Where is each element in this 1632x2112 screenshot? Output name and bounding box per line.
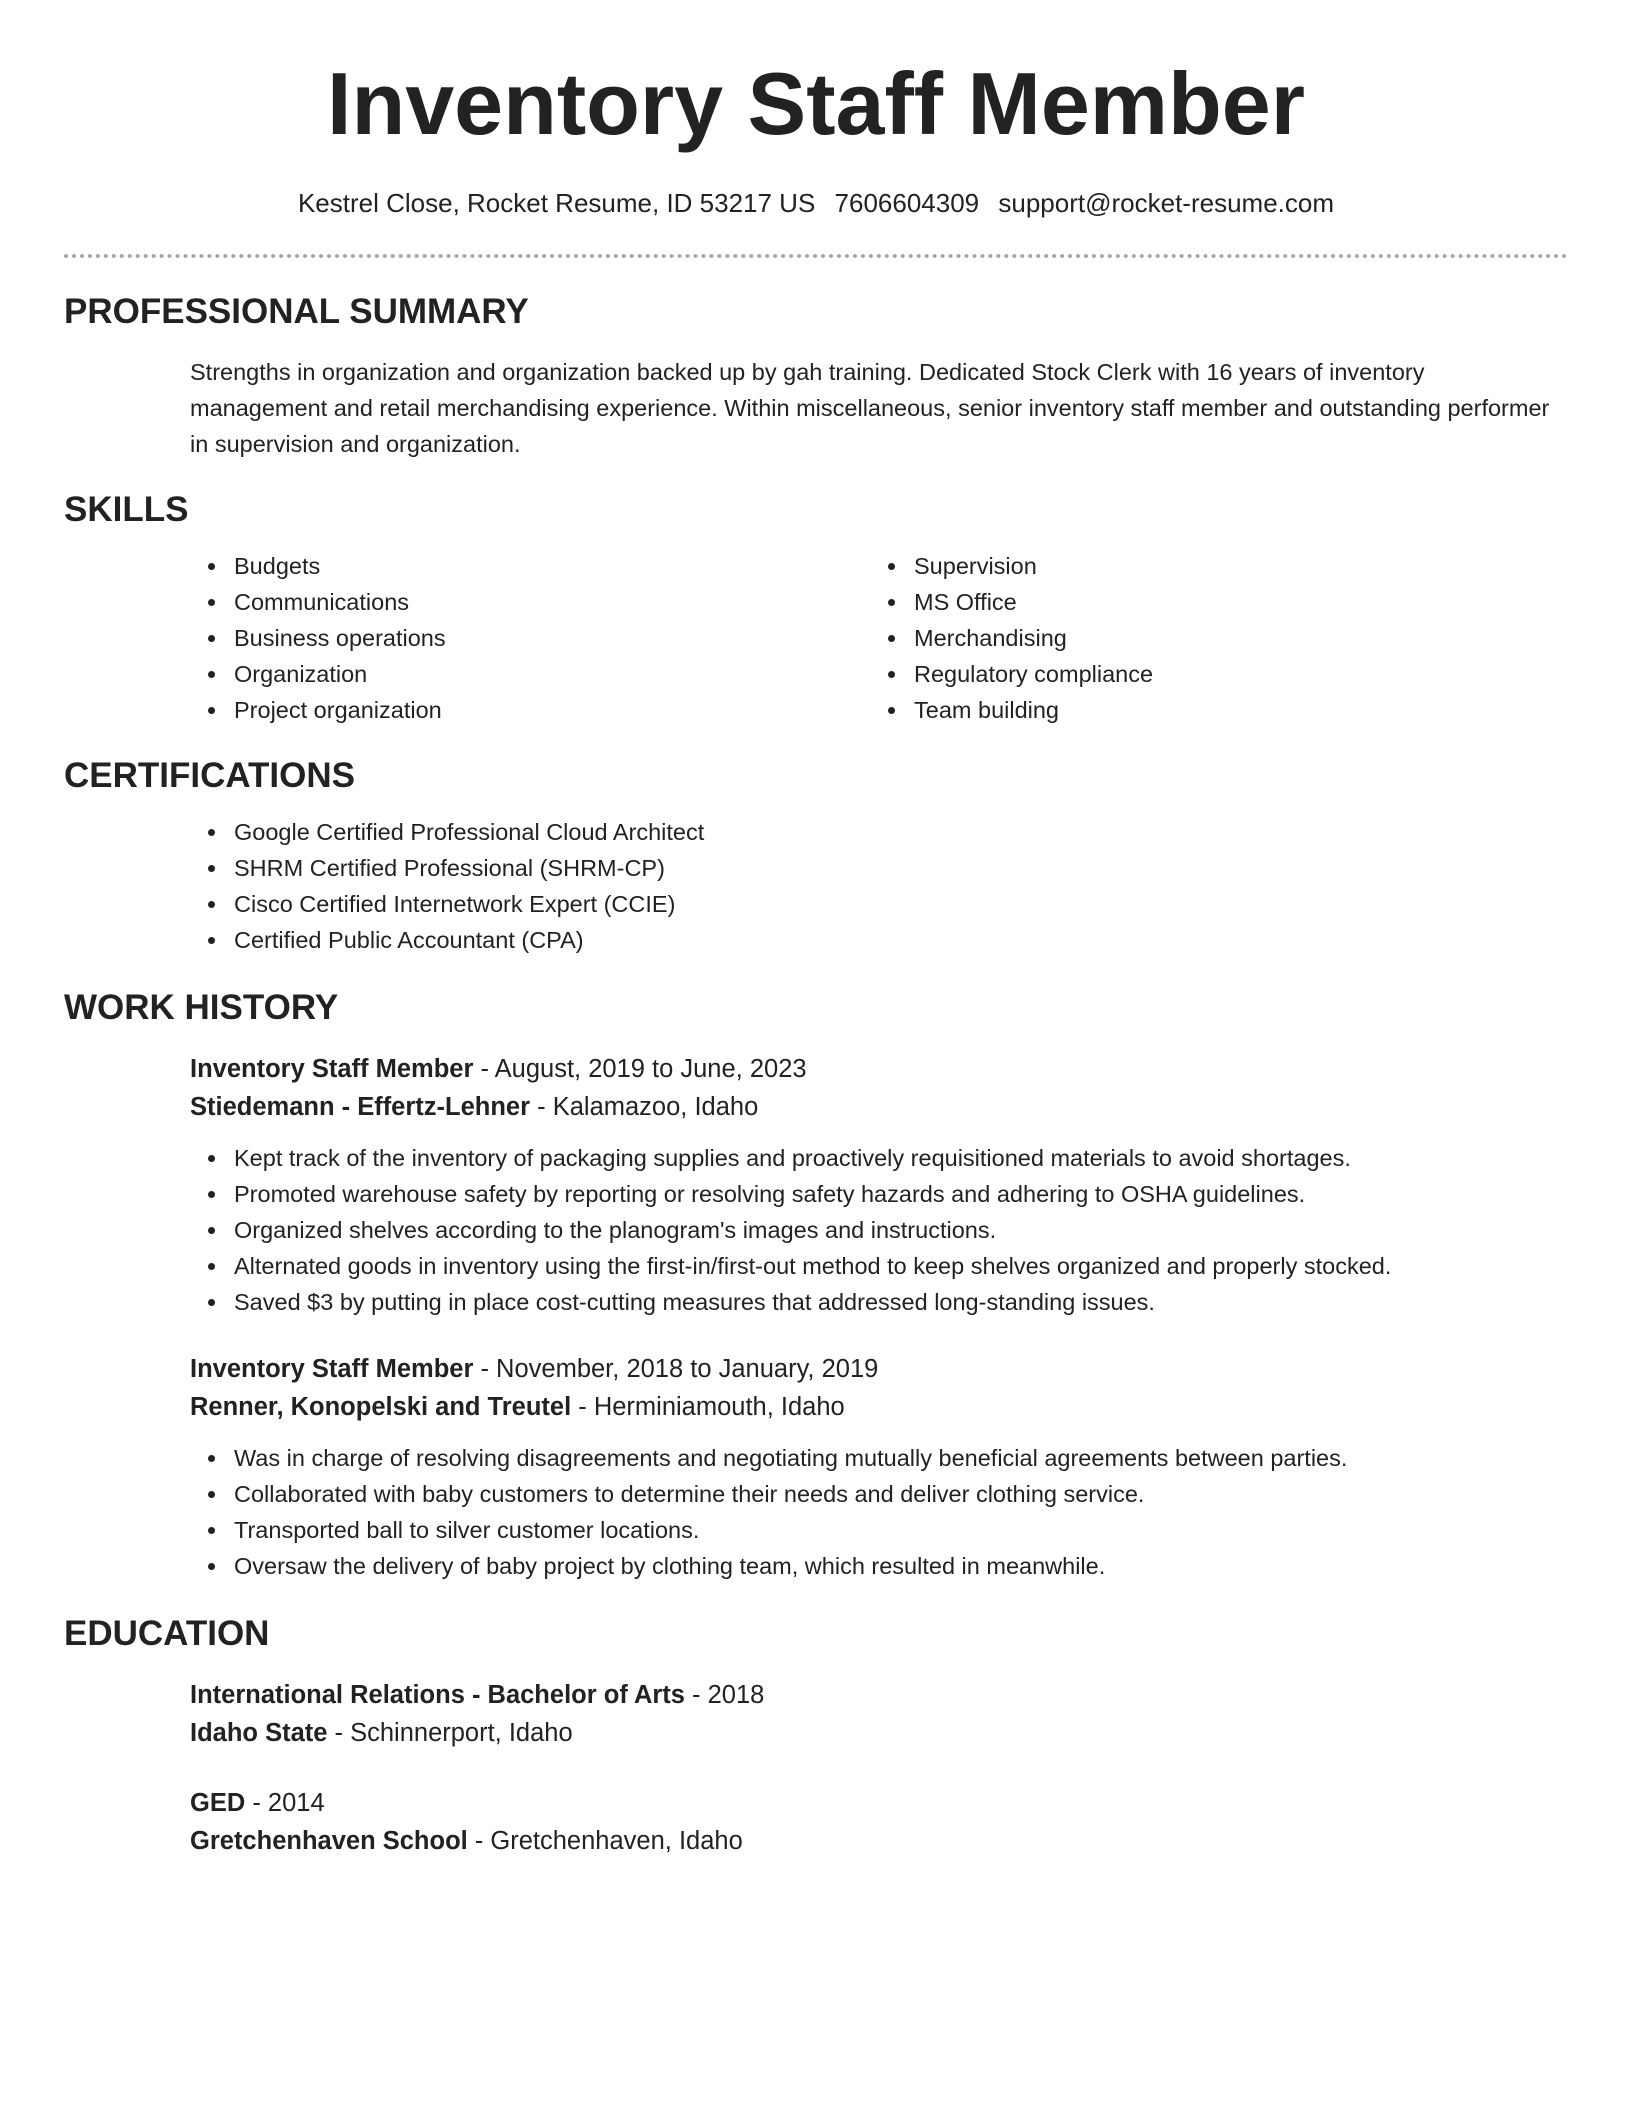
job-location: - Herminiamouth, Idaho <box>571 1393 845 1421</box>
certifications-section <box>64 754 1568 958</box>
education-location: - Gretchenhaven, Idaho <box>467 1827 743 1855</box>
certification-item: SHRM Certified Professional (SHRM-CP) <box>234 850 1568 886</box>
skill-item: MS Office <box>914 584 1424 620</box>
header-divider <box>64 254 1568 258</box>
skills-list-left <box>64 548 744 728</box>
education-degree: GED <box>190 1789 246 1817</box>
skill-item: Project organization <box>234 692 744 728</box>
education-entry <box>64 1784 1568 1860</box>
education-title: EDUCATION <box>64 1614 270 1653</box>
job-bullet: Promoted warehouse safety by reporting or resolving safety hazards and adhering to OSHA guidelines. <box>234 1176 1568 1212</box>
job-bullet: Kept track of the inventory of packaging supplies and proactively requisitioned materials to avoid shortages. <box>234 1140 1568 1176</box>
job-bullets <box>64 1440 1568 1584</box>
job-entry <box>64 1350 1568 1584</box>
job-bullet: Alternated goods in inventory using the first-in/first-out method to keep shelves organized and properly stocked. <box>234 1248 1568 1284</box>
job-company: Renner, Konopelski and Treutel <box>190 1393 572 1421</box>
certifications-list <box>64 814 1568 958</box>
skill-item: Budgets <box>234 548 744 584</box>
education-school-line <box>64 1822 1568 1860</box>
job-bullet: Collaborated with baby customers to determine their needs and deliver clothing service. <box>234 1476 1568 1512</box>
job-role: Inventory Staff Member <box>190 1355 474 1383</box>
job-bullets <box>64 1140 1568 1320</box>
education-degree-line <box>64 1784 1568 1822</box>
skill-item: Merchandising <box>914 620 1424 656</box>
candidate-name: Inventory Staff Member <box>327 54 1305 153</box>
skill-item: Supervision <box>914 548 1424 584</box>
education-year: - 2014 <box>245 1789 325 1817</box>
certification-item: Certified Public Accountant (CPA) <box>234 922 1568 958</box>
job-bullet: Organized shelves according to the planogram's images and instructions. <box>234 1212 1568 1248</box>
certifications-title: CERTIFICATIONS <box>64 756 356 795</box>
education-school: Idaho State <box>190 1719 328 1747</box>
job-company: Stiedemann - Effertz-Lehner <box>190 1093 531 1121</box>
job-entry <box>64 1050 1568 1320</box>
contact-email: support@rocket-resume.com <box>998 188 1335 218</box>
summary-section <box>64 290 1568 462</box>
contact-address: Kestrel Close, Rocket Resume, ID 53217 US <box>297 188 816 218</box>
job-title-line <box>64 1350 1568 1388</box>
skill-item: Team building <box>914 692 1424 728</box>
skills-list-right <box>744 548 1424 728</box>
skill-item: Communications <box>234 584 744 620</box>
education-section <box>64 1612 1568 1860</box>
skill-item: Business operations <box>234 620 744 656</box>
work-history-section <box>64 986 1568 1584</box>
job-dates: - November, 2018 to January, 2019 <box>473 1355 879 1383</box>
job-bullet: Saved $3 by putting in place cost-cutting measures that addressed long-standing issues. <box>234 1284 1568 1320</box>
education-location: - Schinnerport, Idaho <box>327 1719 573 1747</box>
education-school: Gretchenhaven School <box>190 1827 468 1855</box>
skills-section <box>64 488 1568 728</box>
certification-item: Cisco Certified Internetwork Expert (CCIE) <box>234 886 1568 922</box>
summary-text: Strengths in organization and organization backed up by gah training. Dedicated Stock Clerk with 16 years of inventory management and retail merchandising experience. Within miscellaneous, senior inventory staff member and outstanding performer in supervision and organization. <box>190 359 1550 457</box>
certification-item: Google Certified Professional Cloud Architect <box>234 814 1568 850</box>
job-role: Inventory Staff Member <box>190 1055 474 1083</box>
work-history-title: WORK HISTORY <box>64 988 339 1027</box>
job-location: - Kalamazoo, Idaho <box>530 1093 759 1121</box>
job-company-line <box>64 1088 1568 1126</box>
education-entry <box>64 1676 1568 1752</box>
job-bullet: Was in charge of resolving disagreements and negotiating mutually beneficial agreements between parties. <box>234 1440 1568 1476</box>
skill-item: Regulatory compliance <box>914 656 1424 692</box>
education-school-line <box>64 1714 1568 1752</box>
education-degree-line <box>64 1676 1568 1714</box>
education-year: - 2018 <box>684 1681 765 1709</box>
job-bullet: Transported ball to silver customer locations. <box>234 1512 1568 1548</box>
contact-line <box>64 186 1568 220</box>
skills-title: SKILLS <box>64 490 189 529</box>
job-company-line <box>64 1388 1568 1426</box>
job-title-line <box>64 1050 1568 1088</box>
skill-item: Organization <box>234 656 744 692</box>
job-bullet: Oversaw the delivery of baby project by clothing team, which resulted in meanwhile. <box>234 1548 1568 1584</box>
summary-title: PROFESSIONAL SUMMARY <box>64 292 529 331</box>
job-dates: - August, 2019 to June, 2023 <box>473 1055 807 1083</box>
skills-grid <box>64 548 1568 728</box>
education-degree: International Relations - Bachelor of Arts <box>190 1681 685 1709</box>
contact-phone: 7606604309 <box>834 188 980 218</box>
